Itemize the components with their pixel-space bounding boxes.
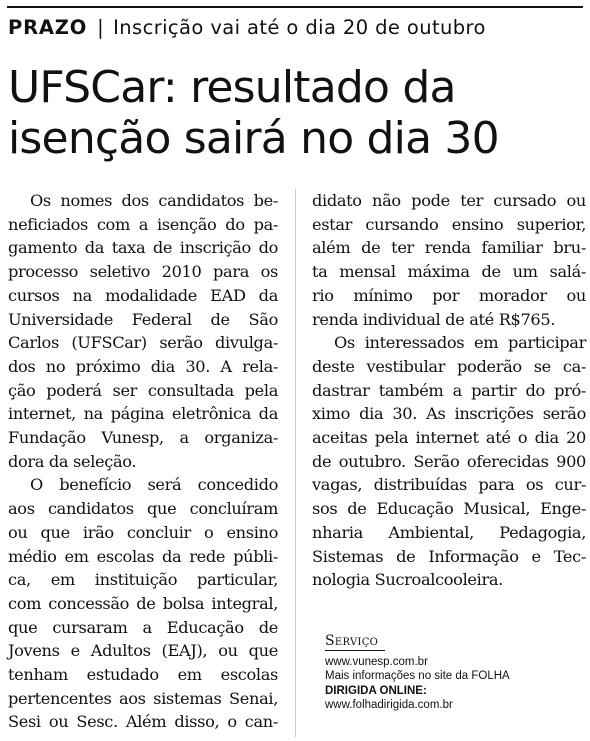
paragraph-line: internet, na página eletrônica da [8, 404, 278, 424]
column-divider [295, 189, 296, 737]
paragraph-line: Sesi ou Sesc. Além disso, o can- [8, 712, 278, 732]
paragraph-line: que cursaram a Educação de [8, 617, 278, 637]
paragraph-line: deste vestibular poderão se ca- [312, 356, 586, 376]
article-column-left [8, 189, 278, 734]
paragraph-line: ca, em instituição particular, [8, 570, 278, 590]
paragraph-line: aceitas pela internet até o dia 20 [312, 428, 586, 448]
paragraph-line: sos de Educação Musical, Enge- [312, 499, 586, 519]
paragraph-line: didato não pode ter cursado ou [312, 191, 586, 210]
service-link-vunesp[interactable]: www.vunesp.com.br [325, 655, 428, 668]
paragraph-line: além de ter renda familiar bru- [312, 238, 586, 258]
paragraph-line: processo seletivo 2010 para os [8, 262, 278, 282]
paragraph-line: vagas, distribuídas para os cur- [312, 475, 586, 495]
paragraph-line: Fundação Vunesp, a organiza- [8, 428, 278, 448]
paragraph-line: de outubro. Serão oferecidas 900 [312, 451, 586, 471]
paragraph-line: Os interessados em participar [334, 333, 586, 353]
top-rule [7, 6, 583, 8]
paragraph-line: Os nomes dos candidatos be- [30, 191, 278, 210]
paragraph-line: Sistemas de Informação e Tec- [312, 546, 586, 566]
headline [8, 62, 584, 164]
service-info-label: DIRIGIDA ONLINE: [325, 684, 427, 697]
paragraph-line: estar cursando ensino superior, [312, 214, 586, 234]
kicker-text: Inscrição vai até o dia 20 de outubro [113, 16, 486, 39]
paragraph-line: rio mínimo por morador ou [312, 285, 586, 305]
headline-line: isenção sairá no dia 30 [8, 113, 499, 164]
paragraph-line: com concessão de bolsa integral, [8, 593, 278, 613]
service-title: Serviço [325, 634, 385, 651]
paragraph-line: ta mensal máxima de um salá- [312, 262, 586, 282]
service-link-folha[interactable]: www.folhadirigida.com.br [325, 699, 453, 712]
paragraph-line: ximo dia 30. As inscrições serão [312, 404, 586, 424]
service-box [325, 634, 590, 713]
paragraph-line: tenham estudado em escolas [8, 665, 278, 685]
paragraph-line: ção poderá ser consultada pela [8, 380, 278, 400]
paragraph-line: O benefício será concedido [30, 475, 278, 495]
headline-line: UFSCar: resultado da [8, 62, 456, 113]
paragraph-line: neficiados com a isenção do pa- [8, 214, 278, 234]
paragraph-line: aos candidatos que concluíram [8, 499, 278, 519]
paragraph-line: dastrar também a partir do pró- [312, 380, 586, 400]
paragraph-line: cursos na modalidade EAD da [8, 285, 278, 305]
paragraph-line: renda individual de até R$765. [312, 309, 556, 329]
kicker-separator: | [97, 16, 105, 39]
paragraph-line: Jovens e Adultos (EAJ), ou que [8, 641, 278, 661]
article-column-right [312, 189, 586, 592]
paragraph-line: pertencentes aos sistemas Senai, [8, 688, 278, 708]
paragraph-line: nologia Sucroalcooleira. [312, 570, 503, 590]
paragraph-line: gamento da taxa de inscrição do [8, 238, 278, 258]
paragraph-line: médio em escolas da rede públi- [8, 546, 278, 566]
service-info-text: Mais informações no site da FOLHA [325, 670, 510, 683]
kicker-tag: PRAZO [8, 16, 88, 39]
paragraph-line: Universidade Federal de São [8, 309, 278, 329]
paragraph-line: nharia Ambiental, Pedagogia, [312, 522, 586, 542]
paragraph-line: ou que irão concluir o ensino [8, 522, 278, 542]
paragraph-line: dora da seleção. [8, 451, 137, 471]
paragraph-line: Carlos (UFSCar) serão divulga- [8, 333, 278, 353]
kicker [8, 16, 583, 39]
paragraph-line: dos no próximo dia 30. A rela- [8, 356, 278, 376]
